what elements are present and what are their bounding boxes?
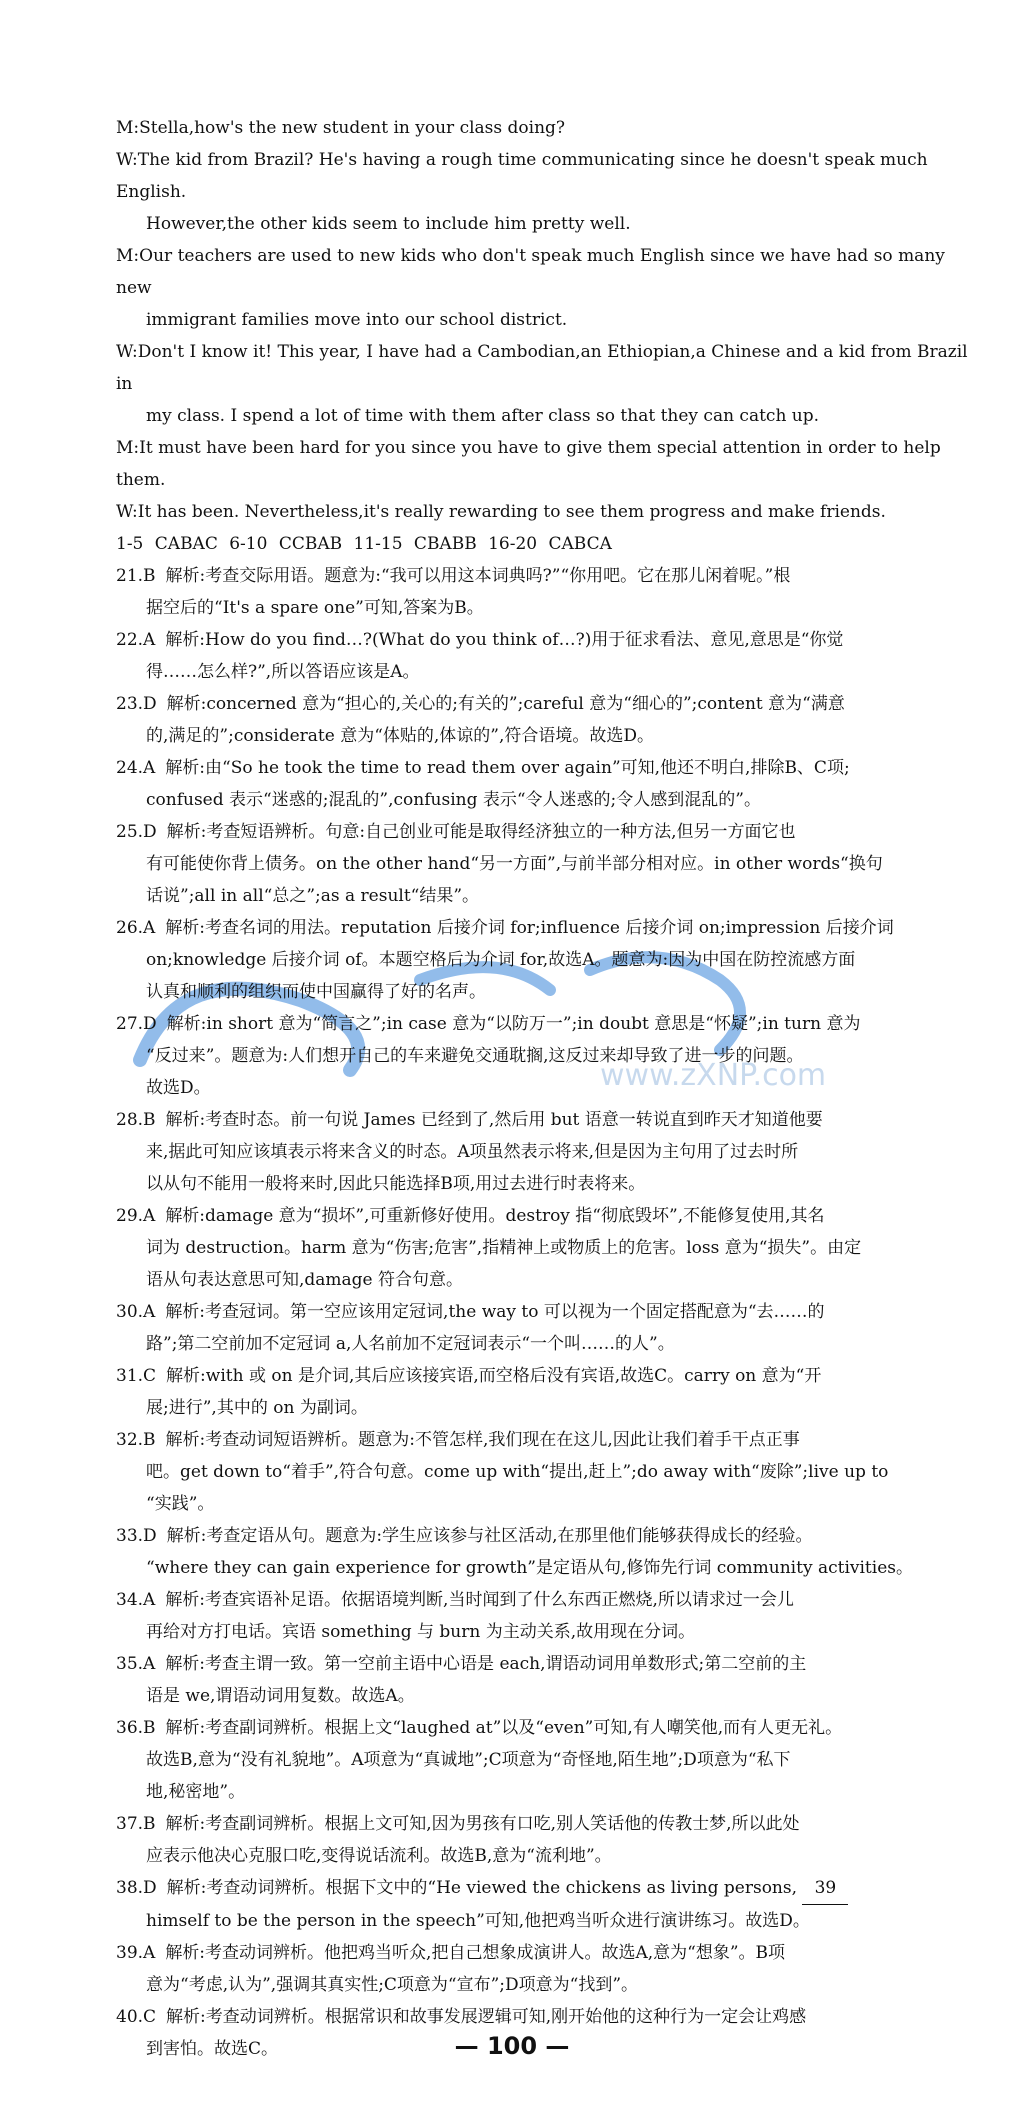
item-text: 解析:考查宾语补足语。依据语境判断,当时闻到了什么东西正燃烧,所以请求过一会儿 — [165, 1590, 794, 1610]
item-text: 解析:考查交际用语。题意为:“我可以用这本词典吗?”“你用吧。它在那儿闲着呢。”根 — [165, 566, 791, 586]
dialogue-text: The kid from Brazil? He's having a rough time communicating since he doesn't speak much English. — [116, 150, 928, 202]
item-line — [116, 592, 976, 624]
item-line — [116, 1616, 976, 1648]
answer-item — [116, 1424, 976, 1520]
item-line — [116, 1808, 976, 1840]
item-line — [116, 1232, 976, 1264]
dialogue-text: Our teachers are used to new kids who don't speak much English since we have had so many new — [116, 246, 945, 298]
answer-item — [116, 1648, 976, 1712]
item-number: 37.B — [116, 1814, 156, 1834]
item-line — [116, 1776, 976, 1808]
item-text: 话说”;all in all“总之”;as a result“结果”。 — [146, 886, 480, 906]
item-line — [116, 1552, 976, 1584]
item-line — [116, 848, 976, 880]
item-text: 语从句表达意思可知,damage 符合句意。 — [146, 1270, 464, 1290]
item-text: 有可能使你背上债务。on the other hand“另一方面”,与前半部分相对应。in other words“换句 — [146, 854, 883, 874]
item-text: 解析:考查动词辨析。根据下文中的“He viewed the chickens as living persons, — [166, 1878, 798, 1898]
item-number: 38.D — [116, 1878, 157, 1898]
item-number: 32.B — [116, 1430, 156, 1450]
item-text: 再给对方打电话。宾语 something 与 burn 为主动关系,故用现在分词。 — [146, 1622, 696, 1642]
item-line — [116, 1584, 976, 1616]
item-text: himself to be the person in the speech”可知,他把鸡当听众进行演讲练习。故选D。 — [146, 1911, 810, 1931]
item-line — [116, 1744, 976, 1776]
item-line — [116, 976, 976, 1008]
item-line — [116, 656, 976, 688]
item-text: on;knowledge 后接介词 of。本题空格后为介词 for,故选A。题意为:因为中国在防控流感方面 — [146, 950, 856, 970]
answer-item — [116, 560, 976, 624]
item-text: 解析:考查主谓一致。第一空前主语中心语是 each,谓语动词用单数形式;第二空前的主 — [165, 1654, 807, 1674]
item-number: 26.A — [116, 918, 156, 938]
item-line — [116, 816, 976, 848]
item-text: 据空后的“It's a spare one”可知,答案为B。 — [146, 598, 484, 618]
watermark-text: www.zXNP.com — [600, 1058, 827, 1093]
item-number: 28.B — [116, 1110, 156, 1130]
item-line — [116, 1264, 976, 1296]
dialogue-line — [116, 208, 976, 240]
item-text: 故选D。 — [146, 1078, 211, 1098]
item-line — [116, 1072, 976, 1104]
dialogue-text: my class. I spend a lot of time with them after class so that they can catch up. — [146, 406, 820, 426]
item-number: 39.A — [116, 1943, 156, 1963]
item-number: 34.A — [116, 1590, 156, 1610]
item-text: 应表示他决心克服口吃,变得说话流利。故选B,意为“流利地”。 — [146, 1846, 612, 1866]
item-line — [116, 752, 976, 784]
item-line — [116, 2001, 976, 2033]
dialogue-text: However,the other kids seem to include him pretty well. — [146, 214, 631, 234]
item-line — [116, 1648, 976, 1680]
speaker: W — [116, 342, 132, 362]
item-text: 以从句不能用一般将来时,因此只能选择B项,用过去进行时表将来。 — [146, 1174, 646, 1194]
item-text: 语是 we,谓语动词用复数。故选A。 — [146, 1686, 415, 1706]
item-text: 的,满足的”;considerate 意为“体贴的,体谅的”,符合语境。故选D。 — [146, 726, 655, 746]
dialogue-line: M:Our teachers are used to new kids who don't speak much English since we have had so many new — [116, 246, 945, 298]
item-text: 解析:考查动词短语辨析。题意为:不管怎样,我们现在在这儿,因此让我们着手干点正事 — [165, 1430, 800, 1450]
item-line — [116, 1937, 976, 1969]
item-line — [116, 944, 976, 976]
item-line — [116, 880, 976, 912]
item-text: 解析:考查副词辨析。根据上文可知,因为男孩有口吃,别人笑话他的传教士梦,所以此处 — [165, 1814, 800, 1834]
item-line — [116, 1680, 976, 1712]
item-line — [116, 560, 976, 592]
page-number: — 100 — — [454, 2032, 570, 2060]
answer-item — [116, 624, 976, 688]
item-text: 吧。get down to“着手”,符合句意。come up with“提出,赶上”;do away with“废除”;live up to — [146, 1462, 889, 1482]
item-number: 24.A — [116, 758, 156, 778]
item-text: 解析:concerned 意为“担心的,关心的;有关的”;careful 意为“细心的”;content 意为“满意 — [166, 694, 845, 714]
dialogue-line — [116, 304, 976, 336]
item-text: 解析:with 或 on 是介词,其后应该接宾语,而空格后没有宾语,故选C。carry on 意为“开 — [166, 1366, 822, 1386]
answer-item — [116, 1360, 976, 1424]
item-number: 22.A — [116, 630, 156, 650]
item-number: 36.B — [116, 1718, 156, 1738]
item-text: 展;进行”,其中的 on 为副词。 — [146, 1398, 368, 1418]
item-text: 解析:考查时态。前一句说 James 已经到了,然后用 but 语意一转说直到昨天才知道他要 — [165, 1110, 823, 1130]
answer-item — [116, 752, 976, 816]
dialogue-line: W:It has been. Nevertheless,it's really rewarding to see them progress and make friends. — [116, 502, 886, 522]
answer-item — [116, 1296, 976, 1360]
item-number: 29.A — [116, 1206, 156, 1226]
dialogue-text: Stella,how's the new student in your class doing? — [139, 118, 566, 138]
item-line — [116, 1969, 976, 2001]
item-text: 到害怕。故选C。 — [146, 2039, 279, 2059]
item-text: 解析:考查定语从句。题意为:学生应该参与社区活动,在那里他们能够获得成长的经验。 — [166, 1526, 813, 1546]
item-text: 词为 destruction。harm 意为“伤害;危害”,指精神上或物质上的危害。loss 意为“损失”。由定 — [146, 1238, 862, 1258]
answer-item — [116, 1200, 976, 1296]
speaker: W — [116, 150, 132, 170]
item-number: 23.D — [116, 694, 157, 714]
item-text: 认真和顺利的组织而使中国赢得了好的名声。 — [146, 982, 486, 1002]
item-text: 得……怎么样?”,所以答语应该是A。 — [146, 662, 420, 682]
item-text: 解析:考查动词辨析。他把鸡当听众,把自己想象成演讲人。故选A,意为“想象”。B项 — [165, 1943, 785, 1963]
dialogue-text: Don't I know it! This year, I have had a Cambodian,an Ethiopian,a Chinese and a kid from Brazil in — [116, 342, 968, 394]
blank-39: 39 — [802, 1872, 848, 1905]
item-line — [116, 1712, 976, 1744]
speaker: M — [116, 118, 134, 138]
dialogue-text: It has been. Nevertheless,it's really rewarding to see them progress and make friends. — [137, 502, 886, 522]
item-line — [116, 1905, 976, 1937]
explanations — [116, 560, 976, 2065]
answer-item — [116, 1712, 976, 1808]
item-line — [116, 1168, 976, 1200]
item-text: 解析:由“So he took the time to read them over again”可知,他还不明白,排除B、C项; — [165, 758, 850, 778]
speaker: M — [116, 438, 134, 458]
item-line — [116, 1488, 976, 1520]
item-text: confused 表示“迷惑的;混乱的”,confusing 表示“令人迷惑的;令人感到混乱的”。 — [146, 790, 761, 810]
item-text: 解析:in short 意为“简言之”;in case 意为“以防万一”;in doubt 意思是“怀疑”;in turn 意为 — [166, 1014, 861, 1034]
item-number: 27.D — [116, 1014, 157, 1034]
answer-item — [116, 1008, 976, 1104]
answer-item — [116, 1584, 976, 1648]
answer-item — [116, 1104, 976, 1200]
item-line — [116, 1360, 976, 1392]
item-text: 地,秘密地”。 — [146, 1782, 246, 1802]
item-line — [116, 1296, 976, 1328]
item-line — [116, 624, 976, 656]
item-line — [116, 1872, 976, 1905]
item-number: 35.A — [116, 1654, 156, 1674]
item-text: “实践”。 — [146, 1494, 215, 1514]
item-line — [116, 720, 976, 752]
item-text: 解析:考查动词辨析。根据常识和故事发展逻辑可知,刚开始他的这种行为一定会让鸡感 — [166, 2007, 807, 2027]
item-text: 解析:考查名词的用法。reputation 后接介词 for;influence 后接介词 on;impression 后接介词 — [165, 918, 894, 938]
answer-item — [116, 912, 976, 1008]
item-line — [116, 1520, 976, 1552]
dialogue-line — [116, 400, 976, 432]
dialogue — [116, 112, 976, 528]
item-line — [116, 1456, 976, 1488]
item-text: “反过来”。题意为:人们想开自己的车来避免交通耽搁,这反过来却导致了进一步的问题。 — [146, 1046, 804, 1066]
speaker: W — [116, 502, 132, 522]
item-text: 解析:考查副词辨析。根据上文“laughed at”以及“even”可知,有人嘲笑他,而有人更无礼。 — [165, 1718, 843, 1738]
item-text: 来,据此可知应该填表示将来含义的时态。A项虽然表示将来,但是因为主句用了过去时所 — [146, 1142, 799, 1162]
item-text: 意为“考虑,认为”,强调其真实性;C项意为“宣布”;D项意为“找到”。 — [146, 1975, 639, 1995]
item-line — [116, 1840, 976, 1872]
answer-item — [116, 1520, 976, 1584]
item-line — [116, 1104, 976, 1136]
answer-item — [116, 1808, 976, 1872]
item-number: 25.D — [116, 822, 157, 842]
content — [116, 112, 976, 2065]
item-line — [116, 1136, 976, 1168]
item-number: 33.D — [116, 1526, 157, 1546]
dialogue-text: It must have been hard for you since you have to give them special attention in order to help them. — [116, 438, 941, 490]
answer-item — [116, 1872, 976, 1937]
item-line — [116, 688, 976, 720]
item-number: 21.B — [116, 566, 156, 586]
item-line — [116, 1392, 976, 1424]
dialogue-line: M:Stella,how's the new student in your class doing? — [116, 118, 566, 138]
item-text: 路”;第二空前加不定冠词 a,人名前加不定冠词表示“一个叫……的人”。 — [146, 1334, 675, 1354]
item-line — [116, 912, 976, 944]
dialogue-line: W:The kid from Brazil? He's having a rough time communicating since he doesn't speak much English. — [116, 150, 928, 202]
item-number: 40.C — [116, 2007, 157, 2027]
item-line — [116, 1200, 976, 1232]
item-text: 解析:考查冠词。第一空应该用定冠词,the way to 可以视为一个固定搭配意为“去……的 — [165, 1302, 825, 1322]
item-line — [116, 1008, 976, 1040]
item-number: 31.C — [116, 1366, 157, 1386]
dialogue-line: M:It must have been hard for you since you have to give them special attention in order to help them. — [116, 438, 941, 490]
answer-key: 1-5 CABAC 6-10 CCBAB 11-15 CBABB 16-20 CABCA — [116, 534, 612, 554]
answer-item — [116, 1937, 976, 2001]
dialogue-line: W:Don't I know it! This year, I have had a Cambodian,an Ethiopian,a Chinese and a kid from Brazil in — [116, 342, 968, 394]
item-text: 解析:考查短语辨析。句意:自己创业可能是取得经济独立的一种方法,但另一方面它也 — [166, 822, 796, 842]
speaker: M — [116, 246, 134, 266]
item-number: 30.A — [116, 1302, 156, 1322]
dialogue-text: immigrant families move into our school district. — [146, 310, 568, 330]
item-text: 故选B,意为“没有礼貌地”。A项意为“真诚地”;C项意为“奇怪地,陌生地”;D项意为“私下 — [146, 1750, 791, 1770]
item-line — [116, 1424, 976, 1456]
item-text: 解析:How do you find…?(What do you think of…?)用于征求看法、意见,意思是“你觉 — [165, 630, 844, 650]
item-line — [116, 784, 976, 816]
answer-item — [116, 816, 976, 912]
answer-item — [116, 688, 976, 752]
item-text: “where they can gain experience for growth”是定语从句,修饰先行词 community activities。 — [146, 1558, 913, 1578]
item-text: 解析:damage 意为“损坏”,可重新修好使用。destroy 指“彻底毁坏”,不能修复使用,其名 — [165, 1206, 825, 1226]
item-line — [116, 1040, 976, 1072]
item-line — [116, 1328, 976, 1360]
